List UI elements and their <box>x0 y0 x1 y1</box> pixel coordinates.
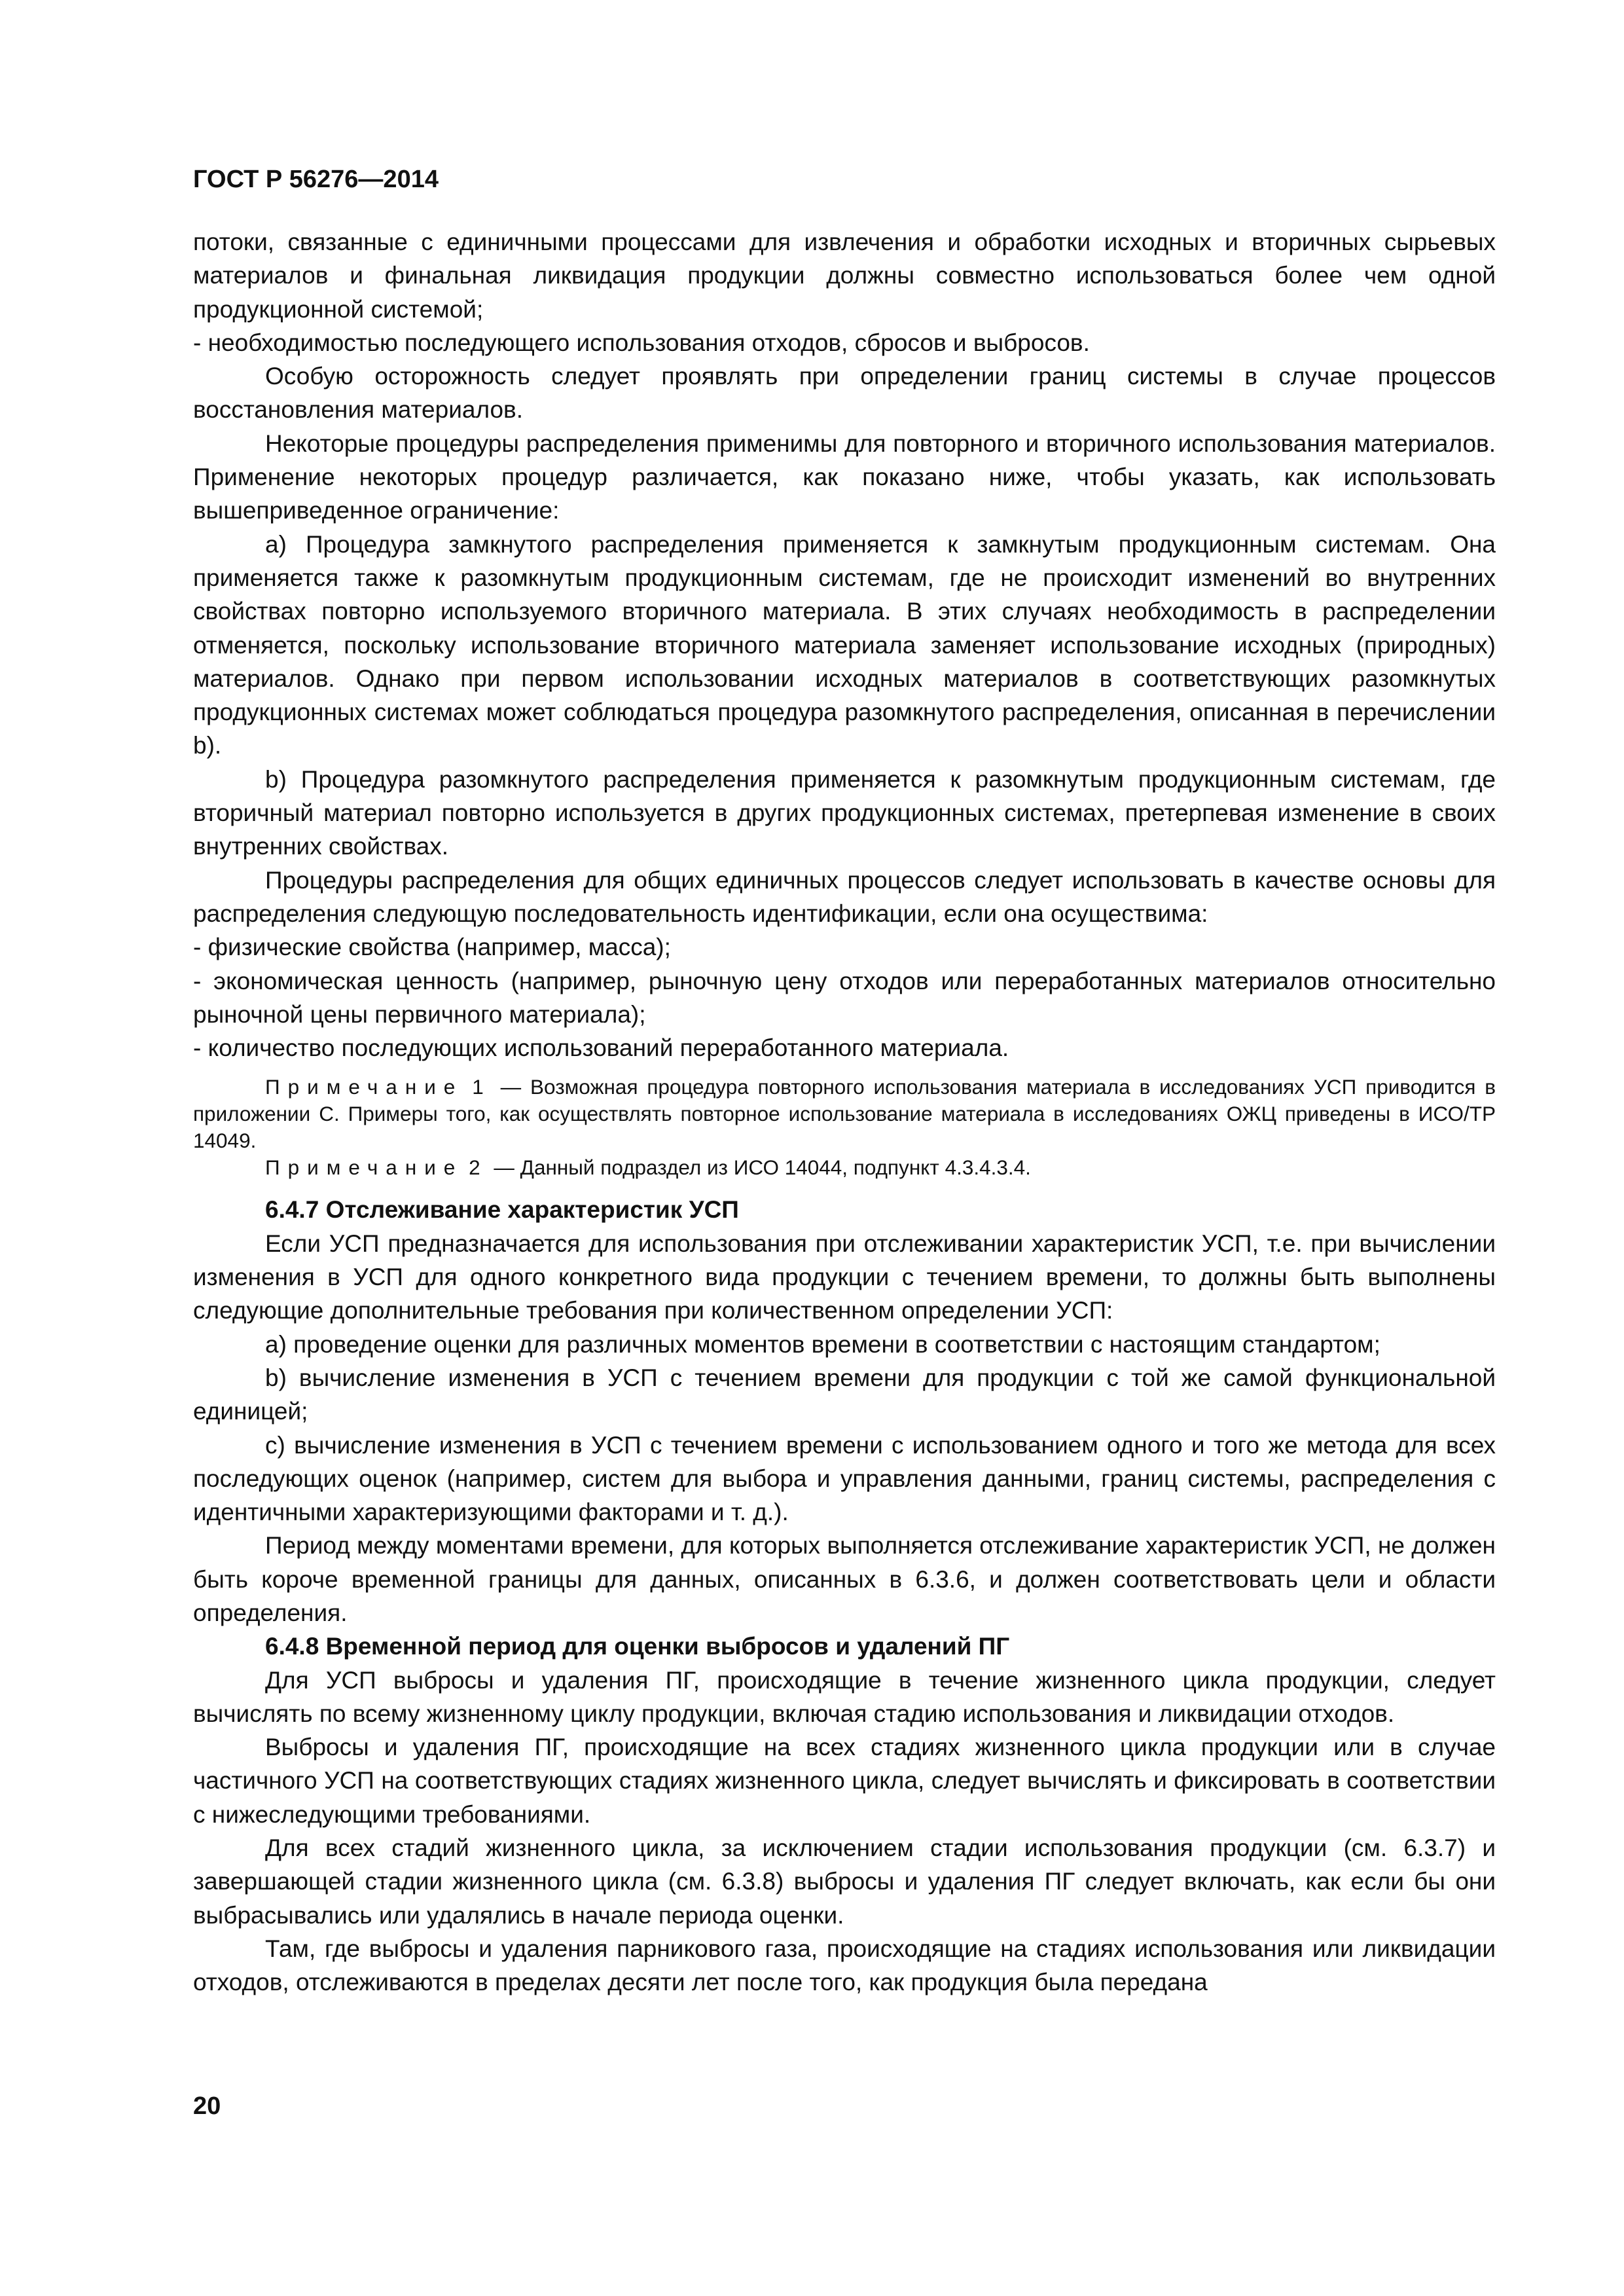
list-item: a) Процедура замкнутого распределения применяется к замкнутым продукционным системам. Она применяется также к разомкнутым продукционным системам, где не происходит изменений во внутренних свойствах повторно используемого вторичного материала. В этих случаях необходимость в распределении отменяется, поскольку использование вторичного материала заменяет использование исходных (природных) материалов. Однако при первом использовании исходных материалов в соответствующих разомкнутых продукционных системах может соблюдаться процедура разомкнутого распределения, описанная в перечислении b). <box>193 530 1496 759</box>
page-number: 20 <box>193 2092 221 2120</box>
paragraph: Выбросы и удаления ПГ, происходящие на всех стадиях жизненного цикла продукции или в случае частичного УСП на соответствующих стадиях жизненного цикла, следует вычислять и фиксировать в соответствии с нижеследующими требованиями. <box>193 1734 1496 1828</box>
paragraph: потоки, связанные с единичными процессами для извлечения и обработки исходных и вторичных сырьевых материалов и финальная ликвидация продукции должны совместно использоваться более чем одной продукционной системой; <box>193 228 1496 323</box>
list-item: - необходимостью последующего использования отходов, сбросов и выбросов. <box>193 329 1090 356</box>
page-content <box>193 225 1496 1999</box>
list-item: b) Процедура разомкнутого распределения применяется к разомкнутым продукционным системам, где вторичный материал повторно используется в других продукционных системах, претерпевая изменение в своих внутренних свойствах. <box>193 765 1496 860</box>
note-text: — Возможная процедура повторного использования материала в исследованиях УСП приводится в приложении С. Примеры того, как осуществлять повторное использование материала в исследованиях ОЖЦ приведены в ИСО/ТР 14049. <box>193 1075 1496 1153</box>
list-item: - количество последующих использований переработанного материала. <box>193 1034 1009 1062</box>
paragraph: Процедуры распределения для общих единичных процессов следует использовать в качестве основы для распределения следующую последовательность идентификации, если она осуществима: <box>193 866 1496 927</box>
paragraph: Если УСП предназначается для использования при отслеживании характеристик УСП, т.е. при вычислении изменения в УСП для одного конкретного вида продукции с течением времени, то должны быть выполнены следующие дополнительные требования при количественном определении УСП: <box>193 1230 1496 1324</box>
list-item: - физические свойства (например, масса); <box>193 934 671 961</box>
paragraph: Некоторые процедуры распределения применимы для повторного и вторичного использования материалов. Применение некоторых процедур различается, как показано ниже, чтобы указать, как использовать вышеприведенное ограничение: <box>193 429 1496 524</box>
note-2 <box>193 1154 1496 1181</box>
note-label: Примечание <box>265 1156 463 1180</box>
page-header-standard-id: ГОСТ Р 56276—2014 <box>193 166 439 193</box>
note-number: 2 <box>469 1156 488 1180</box>
note-label: Примечание <box>265 1075 463 1099</box>
note-text: — Данный подраздел из ИСО 14044, подпункт 4.3.4.3.4. <box>494 1156 1031 1180</box>
list-item: a) проведение оценки для различных моментов времени в соответствии с настоящим стандартом; <box>265 1330 1380 1358</box>
section-title-6-4-7: 6.4.7 Отслеживание характеристик УСП <box>265 1196 739 1224</box>
note-number: 1 <box>472 1075 492 1099</box>
paragraph: Особую осторожность следует проявлять при определении границ системы в случае процессов восстановления материалов. <box>193 363 1496 424</box>
paragraph: Для всех стадий жизненного цикла, за исключением стадии использования продукции (см. 6.3.7) и завершающей стадии жизненного цикла (см. 6.3.8) выбросы и удаления ПГ следует включать, как если бы они выбрасывались или удалялись в начале периода оценки. <box>193 1834 1496 1929</box>
paragraph: Для УСП выбросы и удаления ПГ, происходящие в течение жизненного цикла продукции, следует вычислять по всему жизненному циклу продукции, включая стадию использования и ликвидации отходов. <box>193 1666 1496 1727</box>
list-item: b) вычисление изменения в УСП с течением времени для продукции с той же самой функциональной единицей; <box>193 1364 1496 1425</box>
section-title-6-4-8: 6.4.8 Временной период для оценки выбросов и удалений ПГ <box>265 1633 1010 1660</box>
paragraph: Период между моментами времени, для которых выполняется отслеживание характеристик УСП, не должен быть короче временной границы для данных, описанных в 6.3.6, и должен соответствовать цели и области определения. <box>193 1532 1496 1626</box>
paragraph: Там, где выбросы и удаления парникового газа, происходящие на стадиях использования или ликвидации отходов, отслеживаются в пределах десяти лет после того, как продукция была передана <box>193 1935 1496 1996</box>
list-item: - экономическая ценность (например, рыночную цену отходов или переработанных материалов относительно рыночной цены первичного материала); <box>193 967 1496 1028</box>
note-1 <box>193 1074 1496 1154</box>
list-item: c) вычисление изменения в УСП с течением времени с использованием одного и того же метода для всех последующих оценок (например, систем для выбора и управления данными, границ системы, распределения с идентичными характеризующими факторами и т. д.). <box>193 1431 1496 1526</box>
